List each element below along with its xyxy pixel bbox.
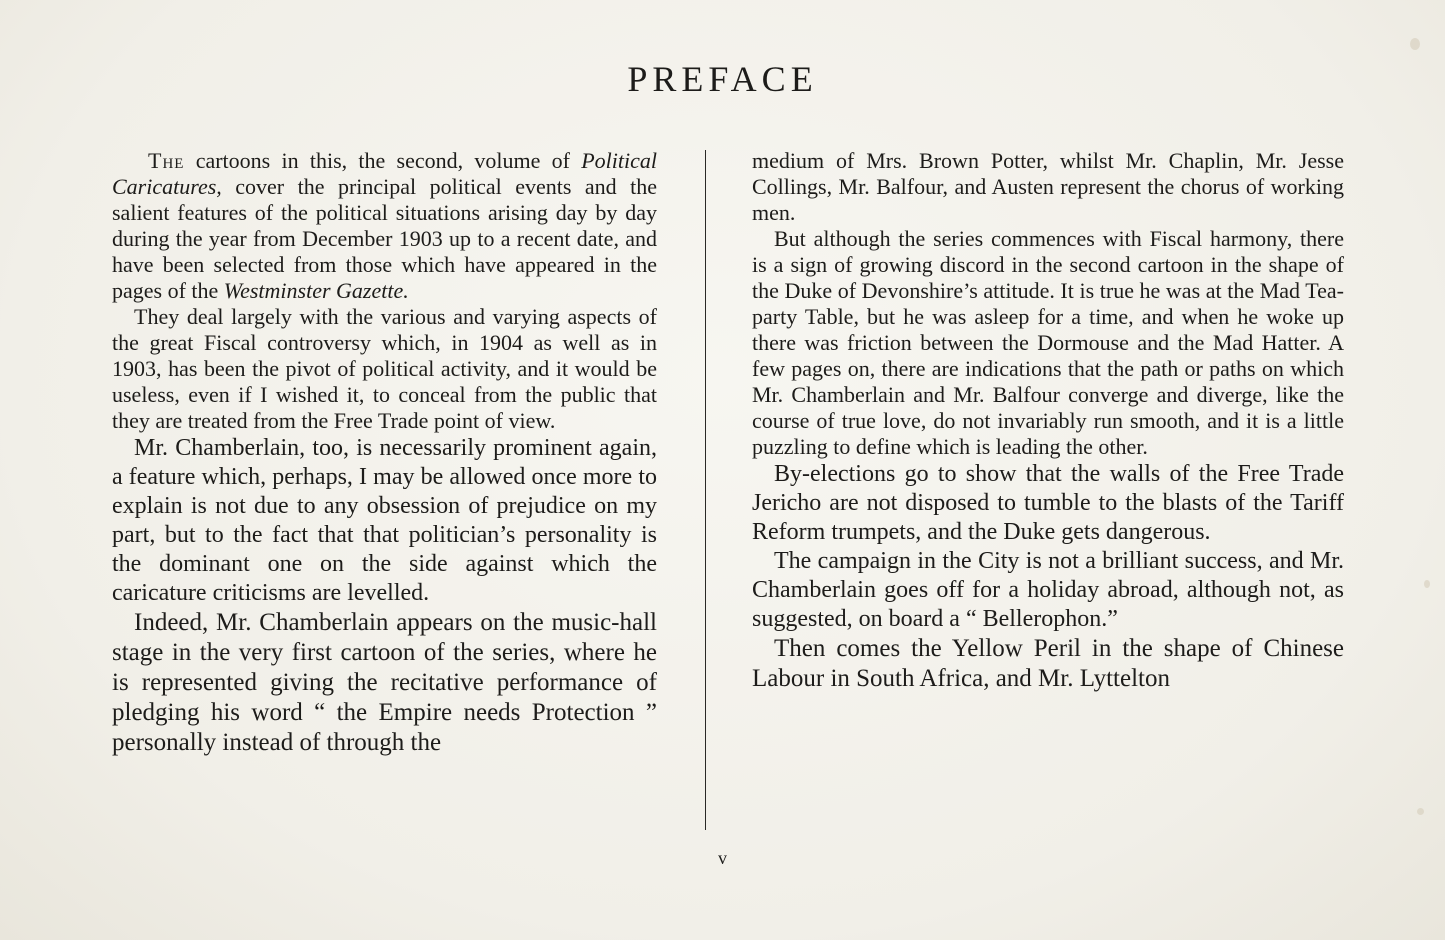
paragraph: They deal largely with the various and varying aspects of the great Fiscal controversy which, in 1904 as well as in 1903, has been the pivot of political activity, and it would be useless, even if I wished it, to conceal from the public that they are treated from the Free Trade point of view. — [112, 304, 657, 433]
paragraph: The campaign in the City is not a brilliant success, and Mr. Chamberlain goes off for a holiday abroad, although not, as suggested, on board a “ Bellerophon.” — [752, 548, 1344, 632]
paper-stain — [1417, 808, 1424, 815]
page-title: PREFACE — [627, 59, 818, 99]
newspaper-title: Westminster Gazette. — [223, 278, 409, 303]
paper-stain — [1410, 38, 1420, 50]
text-run: cartoons in this, the second, volume of — [184, 148, 582, 173]
paragraph — [112, 148, 657, 304]
right-column — [752, 148, 1344, 694]
drop-word: The — [148, 148, 185, 173]
paragraph: Then comes the Yellow Peril in the shape of Chinese Labour in South Africa, and Mr. Lyttelton — [752, 635, 1344, 692]
paragraph: medium of Mrs. Brown Potter, whilst Mr. Chaplin, Mr. Jesse Collings, Mr. Balfour, and Austen represent the chorus of working men. — [752, 148, 1344, 225]
left-column — [112, 148, 657, 758]
paragraph: Indeed, Mr. Chamberlain appears on the music-hall stage in the very first cartoon of the series, where he is represented giving the recitative performance of pledging his word “ the Empire needs Protection ” personally instead of through the — [112, 609, 657, 756]
column-divider — [705, 150, 706, 830]
text-run: cover the principal political events and the salient features of the political situations arising day by day during the year from December 1903 up to a recent date, and have been selected from those which have appeared in the pages of the — [112, 174, 657, 303]
paragraph: Mr. Chamberlain, too, is necessarily prominent again, a feature which, perhaps, I may be allowed once more to explain is not due to any obsession of prejudice on my part, but to the fact that that politician’s personality is the dominant one on the side against which the caricature criticisms are levelled. — [112, 435, 657, 606]
page-number: v — [718, 848, 727, 868]
paper-stain — [1424, 580, 1430, 588]
paragraph: But although the series commences with Fiscal harmony, there is a sign of growing discord in the second cartoon in the shape of the Duke of Devonshire’s attitude. It is true he was at the Mad Tea-party Table, but he was asleep for a time, and when he woke up there was friction between the Dormouse and the Mad Hatter. A few pages on, there are indications that the path or paths on which Mr. Chamberlain and Mr. Balfour converge and diverge, like the course of true love, do not invariably run smooth, and it is a little puzzling to define which is leading the other. — [752, 226, 1344, 459]
paragraph: By-elections go to show that the walls of the Free Trade Jericho are not disposed to tumble to the blasts of the Tariff Reform trumpets, and the Duke gets dangerous. — [752, 461, 1344, 545]
book-title: Political Caricatures, — [112, 148, 657, 199]
